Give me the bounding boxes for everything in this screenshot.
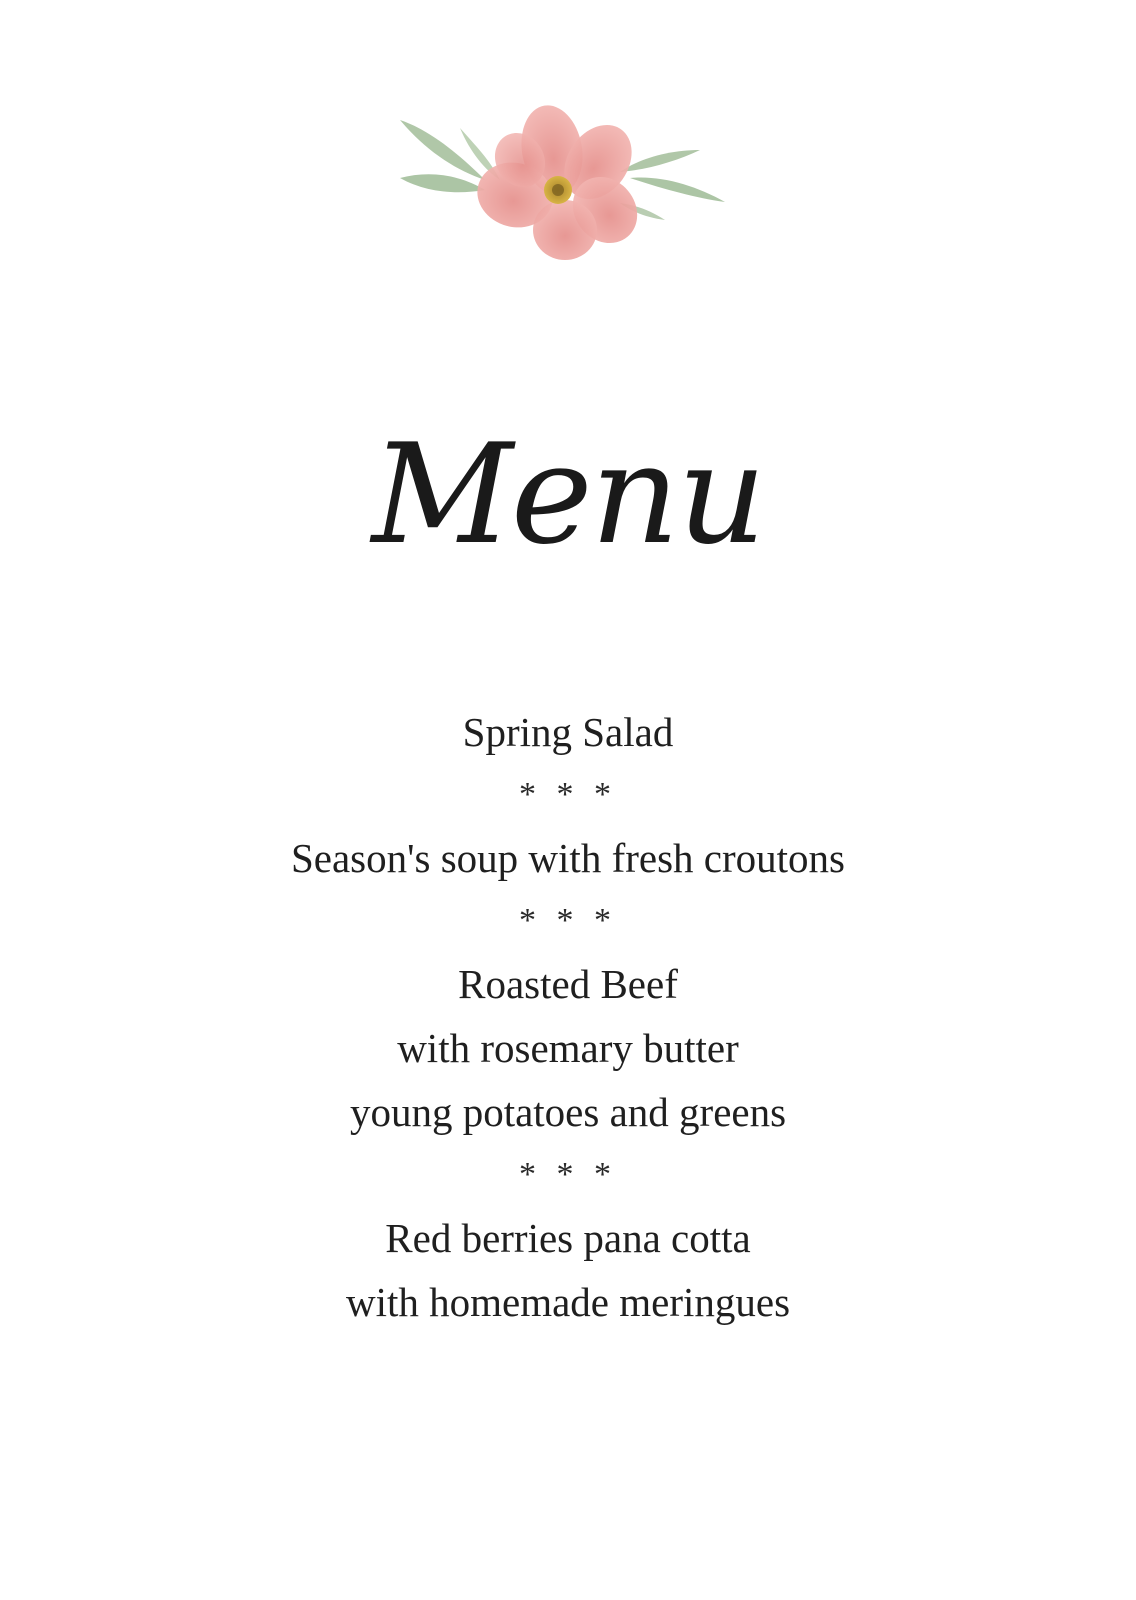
menu-title: Menu bbox=[371, 414, 765, 575]
course-dessert bbox=[0, 1206, 1136, 1334]
course-starter bbox=[0, 700, 1136, 764]
course-line: Spring Salad bbox=[462, 709, 674, 755]
course-separator: * * * bbox=[519, 1156, 617, 1193]
course-line: with rosemary butter bbox=[397, 1025, 739, 1071]
course-main bbox=[0, 952, 1136, 1144]
course-separator: * * * bbox=[519, 776, 617, 813]
course-soup bbox=[0, 826, 1136, 890]
course-line: young potatoes and greens bbox=[349, 1089, 787, 1135]
course-separator: * * * bbox=[519, 902, 617, 939]
course-line: Roasted Beef bbox=[458, 961, 678, 1007]
course-line: Season's soup with fresh croutons bbox=[290, 835, 845, 881]
course-line: with homemade meringues bbox=[345, 1279, 791, 1325]
flower-icon bbox=[400, 100, 740, 275]
menu-list bbox=[0, 700, 1136, 1334]
course-line: Red berries pana cotta bbox=[385, 1215, 751, 1261]
